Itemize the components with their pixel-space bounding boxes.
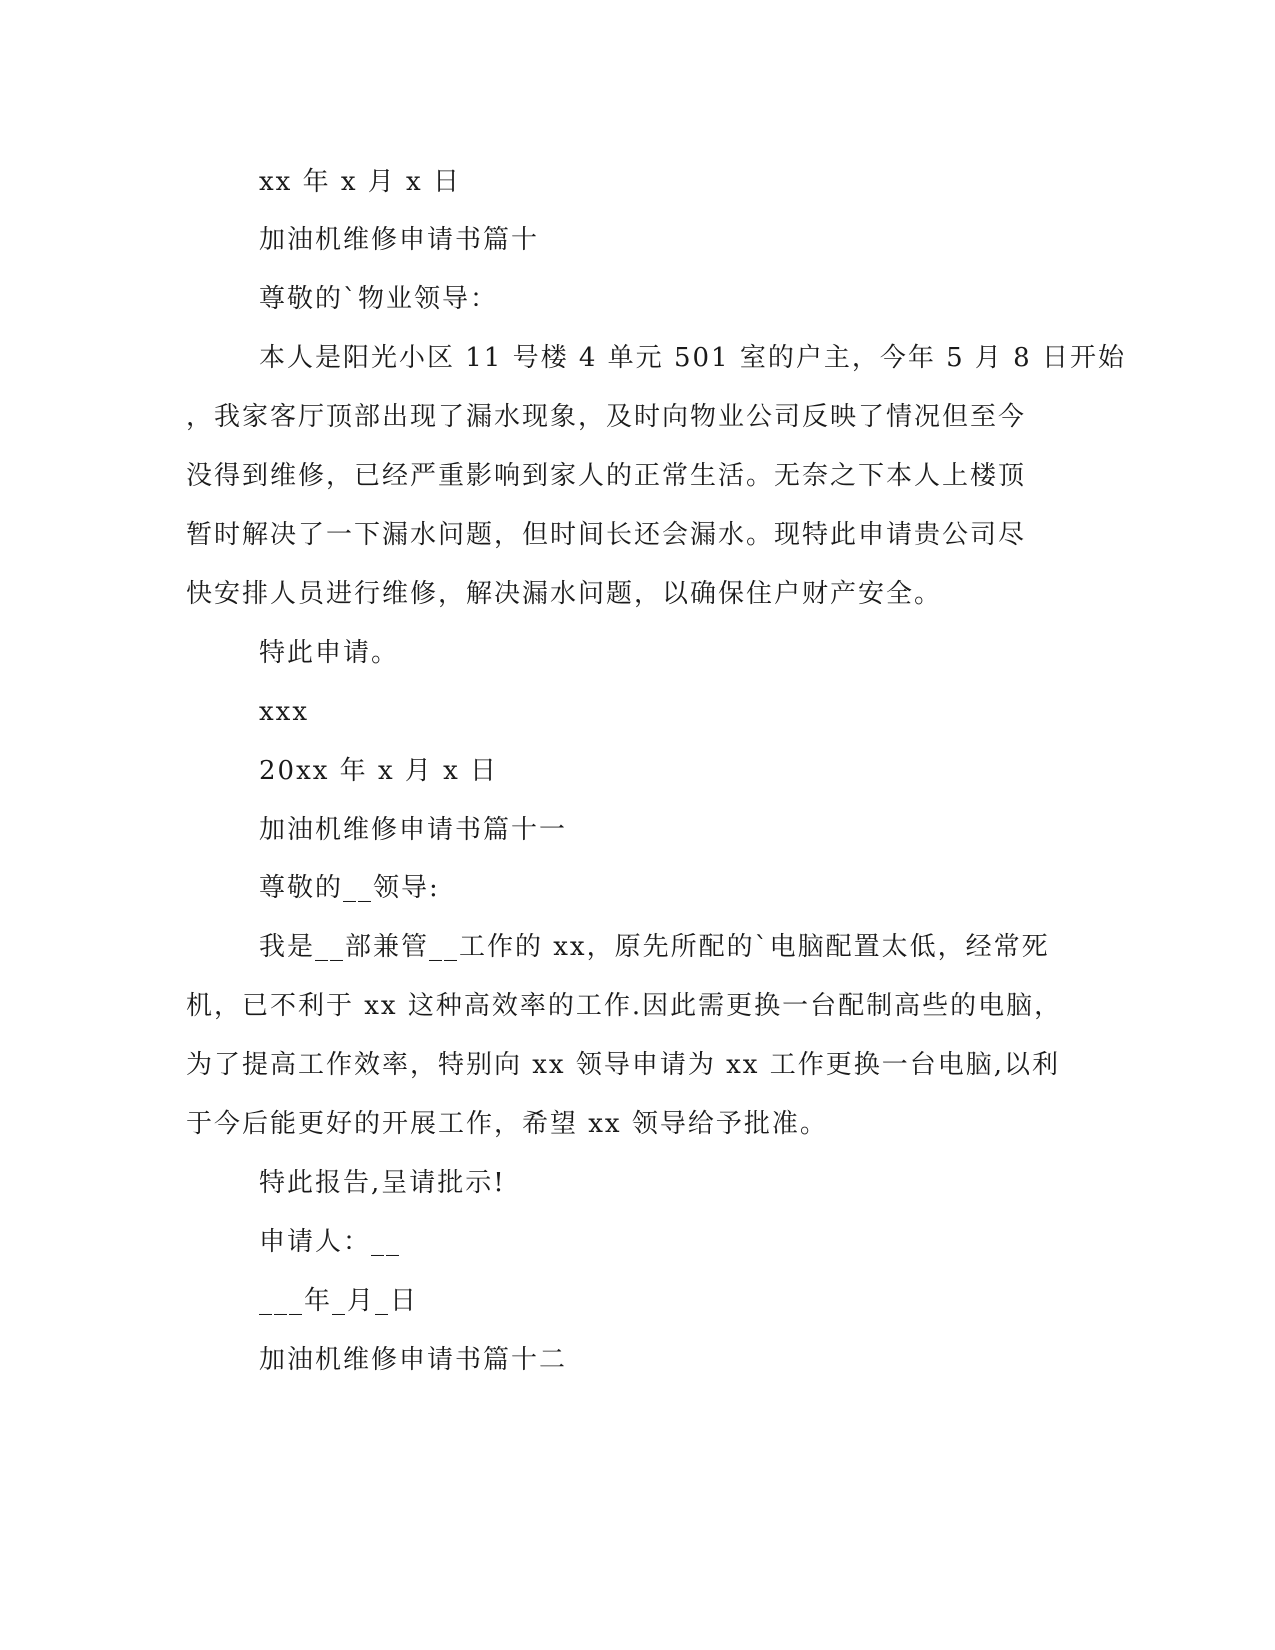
date-line: 20xx 年 x 月 x 日 xyxy=(259,756,499,786)
closing-line: 特此申请。 xyxy=(259,638,400,668)
paragraph-line: 本人是阳光小区 11 号楼 4 单元 501 室的户主，今年 5 月 8 日开始 xyxy=(259,343,1126,373)
applicant-line: 申请人：__ xyxy=(259,1227,402,1257)
salutation: 尊敬的`物业领导： xyxy=(259,284,499,314)
paragraph-line: 于今后能更好的开展工作，希望 xx 领导给予批准。 xyxy=(186,1109,828,1139)
paragraph-line: 快安排人员进行维修，解决漏水问题，以确保住户财产安全。 xyxy=(186,579,943,609)
section-heading-12: 加油机维修申请书篇十二 xyxy=(259,1345,568,1375)
paragraph-line: 机，已不利于 xx 这种高效率的工作.因此需更换一台配制高些的电脑， xyxy=(186,991,1063,1021)
salutation: 尊敬的__领导: xyxy=(259,873,440,903)
paragraph-line: 我是__部兼管__工作的 xx，原先所配的`电脑配置太低，经常死 xyxy=(259,932,1050,962)
signature-line: xxx xyxy=(259,697,309,727)
section-heading-11: 加油机维修申请书篇十一 xyxy=(259,815,568,845)
paragraph-line: ，我家客厅顶部出现了漏水现象，及时向物业公司反映了情况但至今 xyxy=(186,402,1027,432)
paragraph-line: 没得到维修，已经严重影响到家人的正常生活。无奈之下本人上楼顶 xyxy=(186,461,1027,491)
paragraph-line: 为了提高工作效率，特别向 xx 领导申请为 xx 工作更换一台电脑,以利 xyxy=(186,1050,1060,1080)
section-heading-10: 加油机维修申请书篇十 xyxy=(259,225,540,255)
date-line: xx 年 x 月 x 日 xyxy=(259,167,461,197)
date-line: ___年_月_日 xyxy=(259,1286,419,1316)
paragraph-line: 暂时解决了一下漏水问题，但时间长还会漏水。现特此申请贵公司尽 xyxy=(186,520,1027,550)
closing-line: 特此报告,呈请批示! xyxy=(259,1168,506,1198)
